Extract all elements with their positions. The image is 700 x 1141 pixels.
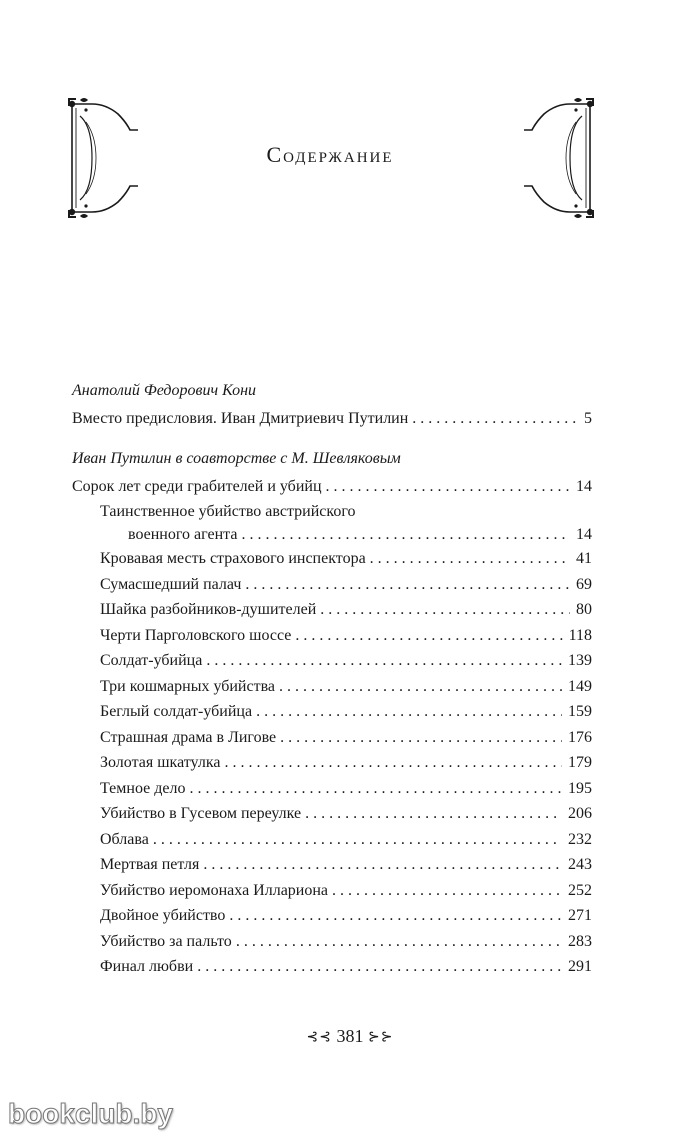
toc-entry-title: Темное дело (100, 779, 186, 797)
toc-entry (72, 597, 592, 623)
toc-entry-title: Шайка разбойников-душителей (100, 601, 317, 618)
toc-entry-page: 69 (576, 575, 592, 593)
toc-entry-title: Три кошмарных убийства (100, 677, 276, 695)
toc-entry-title: Финал любви (100, 958, 194, 975)
toc-entry (72, 903, 592, 929)
toc-entry-title-line2: военного агента (128, 526, 238, 543)
leader-dots (326, 474, 570, 500)
leader-dots (332, 878, 562, 904)
toc-entry (72, 674, 592, 700)
toc-entry-page: 41 (576, 550, 592, 567)
toc-entry-title-line1: Таинственное убийство австрийского (100, 503, 356, 520)
leader-dots (241, 524, 570, 546)
toc-entry (72, 648, 592, 674)
corner-ornament-left-icon (66, 96, 140, 220)
toc-entry-page: 80 (576, 601, 592, 618)
toc-entry-title: Двойное убийство (100, 907, 226, 924)
toc-entry-page: 206 (568, 805, 592, 822)
toc-entry-title: Черти Парголовского шоссе (100, 626, 292, 644)
toc-entry (72, 623, 592, 649)
leader-dots (197, 954, 562, 980)
toc-entry (72, 572, 592, 598)
toc-entry (72, 827, 592, 853)
leader-dots (203, 852, 562, 878)
toc-entry-title-line2-row (100, 524, 592, 546)
toc-entry (72, 750, 592, 776)
toc-entry (72, 878, 592, 904)
toc-entry-page: 118 (568, 626, 592, 644)
watermark-logo: bookclub.by (8, 1098, 173, 1129)
toc-entry-title: Облава (100, 830, 149, 848)
toc-entry-title: Убийство иеромонаха Иллариона (100, 881, 329, 899)
toc-entry-title: Мертвая петля (100, 856, 200, 873)
leader-dots (280, 725, 562, 751)
page-title: Содержание (266, 142, 394, 167)
toc-entry-page: 232 (568, 830, 592, 848)
toc-entry-page: 5 (584, 410, 592, 427)
toc-entry-page: 252 (568, 881, 592, 899)
toc-entry (72, 929, 592, 955)
toc-entry-title: Золотая шкатулка (100, 754, 221, 771)
toc-entry-page: 149 (568, 677, 592, 695)
toc-entry-title: Вместо предисловия. Иван Дмитриевич Путилин (72, 410, 409, 427)
toc-entry (72, 699, 592, 725)
toc-entry-page: 139 (568, 652, 592, 669)
leader-dots (236, 929, 562, 955)
section-author: Иван Путилин в соавторстве с М. Шевляковым (72, 449, 401, 467)
corner-ornament-right-icon (522, 96, 596, 220)
section-author: Анатолий Федорович Кони (72, 382, 257, 399)
leader-dots (245, 572, 570, 598)
leader-dots (370, 546, 570, 572)
toc-entry (72, 474, 592, 500)
toc-entry (72, 852, 592, 878)
leader-dots (295, 623, 562, 649)
toc-entry-title: Солдат-убийца (100, 652, 203, 669)
leader-dots (305, 801, 562, 827)
toc-entry-page: 176 (568, 728, 592, 746)
toc-entry-title: Кровавая месть страхового инспектора (100, 550, 366, 567)
toc-entry (72, 776, 592, 802)
toc-entry-title: Убийство за пальто (100, 932, 232, 950)
sub-entries-list (72, 546, 592, 980)
toc-entry-page: 271 (568, 907, 592, 924)
toc-entry (72, 499, 592, 546)
table-of-contents (72, 380, 592, 980)
toc-entry-page: 14 (576, 526, 592, 543)
toc-entry (72, 801, 592, 827)
toc-entry-page: 291 (568, 958, 592, 975)
leader-dots (229, 903, 562, 929)
leader-dots (256, 699, 562, 725)
toc-entry-page: 243 (568, 856, 592, 873)
leader-dots (279, 674, 562, 700)
toc-entry-page: 179 (568, 754, 592, 771)
toc-entry-page: 283 (568, 932, 592, 950)
toc-entry-title: Сумасшедший палач (100, 575, 242, 593)
footer-ornament-left-icon: ⊰⊰ (306, 1030, 332, 1046)
toc-entry (72, 725, 592, 751)
toc-entry-page: 159 (568, 703, 592, 720)
footer-ornament-right-icon: ⊱⊱ (368, 1030, 394, 1046)
toc-entry-page: 195 (568, 779, 592, 797)
toc-entry-page: 14 (576, 477, 592, 495)
page-footer (0, 1026, 700, 1047)
toc-entry-title: Беглый солдат-убийца (100, 703, 253, 720)
toc-entry-title: Страшная драма в Лигове (100, 728, 277, 746)
toc-entry-title: Убийство в Гусевом переулке (100, 805, 302, 822)
leader-dots (206, 648, 562, 674)
toc-entry (72, 406, 592, 432)
toc-entry (72, 546, 592, 572)
page-number: 381 (336, 1026, 364, 1046)
leader-dots (224, 750, 562, 776)
leader-dots (320, 597, 570, 623)
leader-dots (189, 776, 562, 802)
leader-dots (412, 406, 578, 432)
toc-entry-title: Сорок лет среди грабителей и убийц (72, 477, 322, 495)
leader-dots (153, 827, 562, 853)
toc-entry (72, 954, 592, 980)
